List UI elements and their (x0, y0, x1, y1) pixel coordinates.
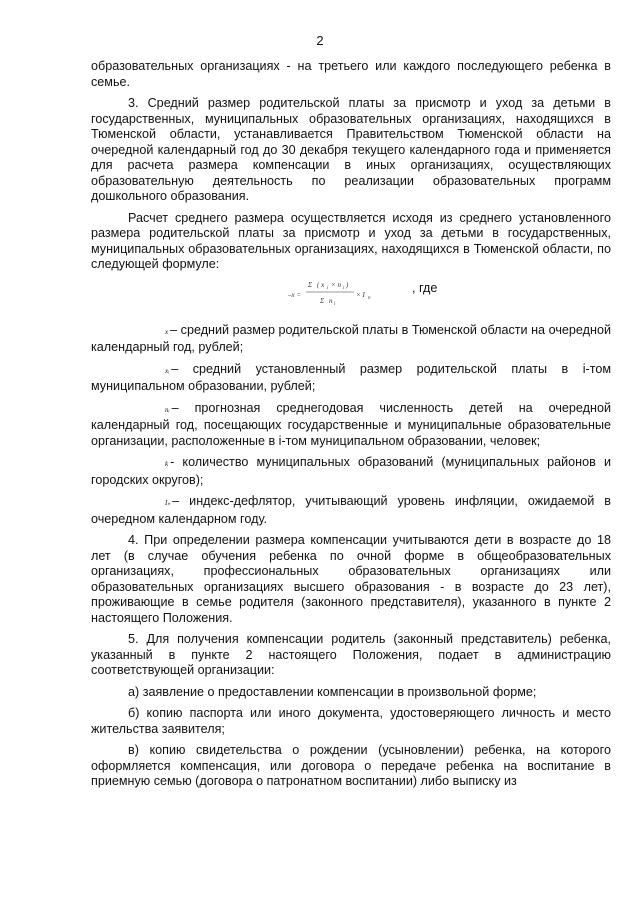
definition-ni: nᵢ – прогнозная среднегодовая численность детей на очередной календарный год, посещающих государственные и муниципальные образовательные организации, расположенные в i-том муниципальном образовании, человек; (91, 400, 611, 448)
svg-text:Σ: Σ (320, 296, 325, 305)
paragraph-continuation: образовательных организациях - на третьего или каждого последующего ребенка в семье. (91, 59, 611, 89)
definition-in: Iₙ – индекс-дефлятор, учитывающий уровень инфляции, ожидаемой в очередном календарном году. (91, 494, 611, 526)
definition-xi: xᵢ – средний установленный размер родительской платы в i-том муниципальном образовании, рублей; (91, 361, 611, 393)
definition-k: k - количество муниципальных образований (муниципальных районов и городских округов); (91, 455, 611, 487)
svg-text:–x =: –x = (288, 290, 302, 299)
svg-text:× n: × n (331, 280, 341, 289)
definition-avg-fee: x – средний размер родительской платы в Тюменской области на очередной календарный год, рублей; (91, 322, 611, 354)
symbol-k: k (165, 460, 169, 468)
svg-text:Σ: Σ (308, 280, 313, 289)
svg-text:i: i (343, 285, 345, 291)
symbol-in: Iₙ (165, 499, 171, 507)
item-c: в) копию свидетельства о рождении (усыновлении) ребенка, на которого оформляется компенсация, или договора о передаче ребенка на воспитание в приемную семью (договора о патронатном воспитании) либо выписку из (91, 743, 611, 788)
paragraph-4: 4. При определении размера компенсации учитываются дети в возрасте до 18 лет (в случае обучения ребенка по очной форме в общеобразовательных организациях, профессиональных образовательных организациях или образовательных организациях высшего образования - в возрасте до 23 лет), проживающие в семье родителя (законного представителя), указанного в пункте 2 настоящего Положения. (91, 533, 611, 625)
svg-text:i: i (327, 285, 329, 291)
item-b: б) копию паспорта или иного документа, удостоверяющего личность и место жительства заявителя; (91, 706, 611, 736)
document-body (91, 59, 611, 796)
svg-text:× I: × I (356, 290, 365, 299)
formula (91, 279, 611, 317)
symbol-ni: nᵢ (165, 405, 170, 414)
symbol-xi: xᵢ (165, 366, 170, 375)
svg-text:( x: ( x (317, 280, 325, 289)
svg-text:n: n (329, 296, 333, 305)
page-number: 2 (316, 33, 324, 48)
formula-image (286, 275, 411, 313)
svg-text:): ) (346, 280, 349, 289)
formula-suffix: , где (412, 280, 438, 295)
paragraph-5: 5. Для получения компенсации родитель (законный представитель) ребенка, указанный в пункте 2 настоящего Положения, подает в администрацию соответствующей организации: (91, 632, 611, 677)
symbol-x: x (165, 327, 169, 336)
item-a: а) заявление о предоставлении компенсации в произвольной форме; (128, 684, 537, 699)
paragraph-calculation: Расчет среднего размера осуществляется исходя из среднего установленного размера родительской платы за присмотр и уход за детьми в государственных, муниципальных образовательных организациях, находящихся в Тюменской области, по следующей формуле: (91, 210, 611, 271)
svg-text:n: n (368, 295, 371, 301)
paragraph-3: 3. Средний размер родительской платы за присмотр и уход за детьми в государственных, муниципальных образовательных организациях, находящихся в Тюменской области, устанавливается Правительством Тюменской области на очередной календарный год до 30 декабря текущего календарного года и применяется для расчета размера компенсации в иных организациях, осуществляющих образовательную деятельность по реализации образовательных программ дошкольного образования. (91, 96, 611, 203)
svg-text:i: i (334, 301, 336, 307)
